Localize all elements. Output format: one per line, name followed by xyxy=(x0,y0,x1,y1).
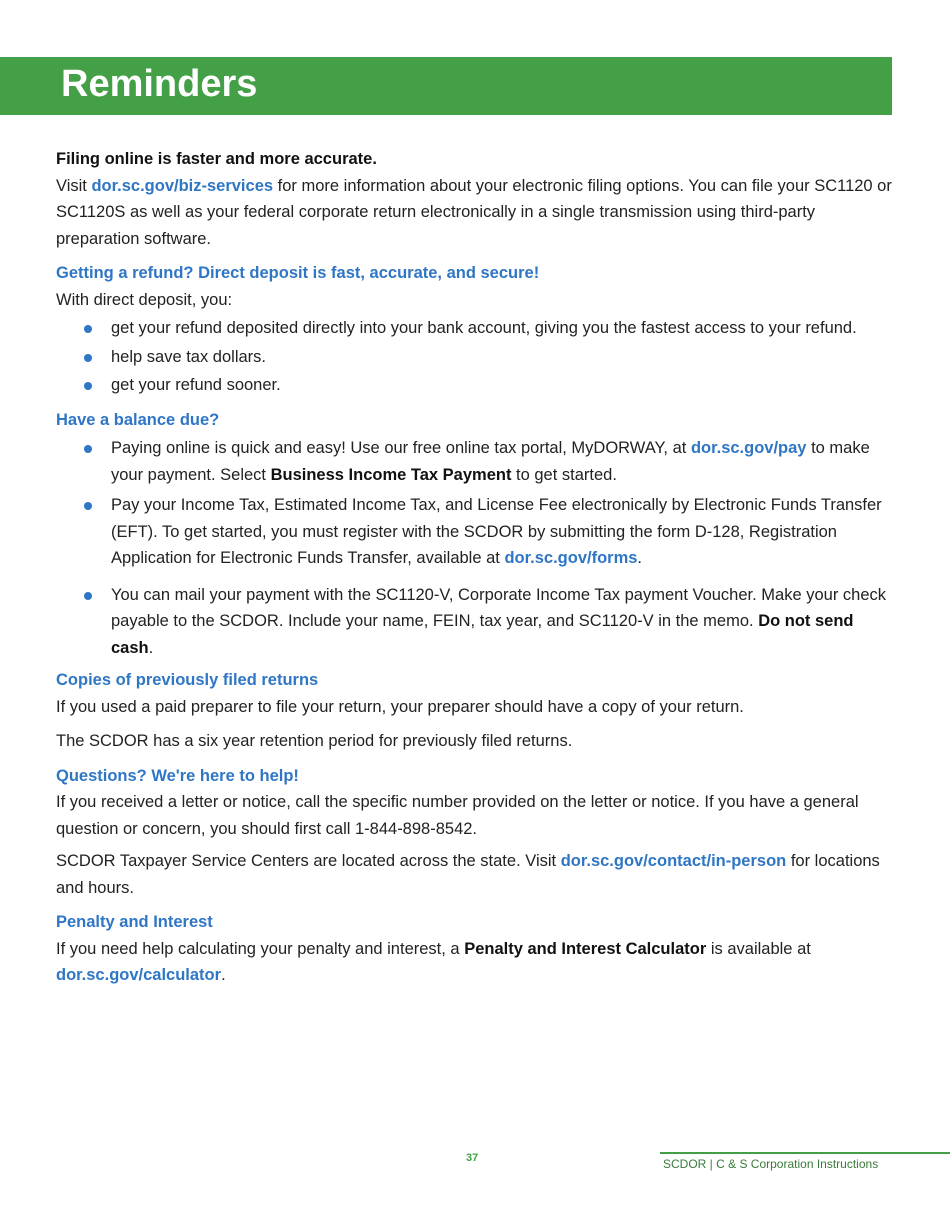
copies-paragraph-2: The SCDOR has a six year retention period for previously filed returns. xyxy=(56,732,573,750)
section-balance-due xyxy=(56,407,896,662)
section-penalty xyxy=(56,909,896,989)
forms-link[interactable]: dor.sc.gov/forms xyxy=(504,549,638,567)
copies-heading: Copies of previously filed returns xyxy=(56,671,319,689)
penalty-text-pre: If you need help calculating your penalty and interest, a xyxy=(56,939,465,958)
list-item-text: Pay your Income Tax, Estimated Income Tax, and License Fee electronically by Electronic Funds Transfer (EFT). To get started, you must register with the SCDOR by submitting the form D-128, Registration Application for Electronic Funds Transfer, available at xyxy=(111,496,882,567)
bullet-icon xyxy=(84,325,92,333)
list-item-text: . xyxy=(637,549,643,567)
penalty-heading: Penalty and Interest xyxy=(56,913,213,931)
copies-paragraph-1: If you used a paid preparer to file your return, your preparer should have a copy of your return. xyxy=(56,697,744,716)
list-item xyxy=(56,315,896,342)
balance-list xyxy=(56,435,896,661)
calculator-link[interactable]: dor.sc.gov/calculator xyxy=(56,966,222,984)
refund-list xyxy=(56,315,896,399)
online-text-post: for more information about your electronic filing options. You can file your SC1120 or SC1120S as well as your federal corporate return electronically in a single transmission using third-party preparation software. xyxy=(56,176,892,248)
section-refund xyxy=(56,260,896,399)
questions-heading: Questions? We're here to help! xyxy=(56,766,299,785)
page-number: 37 xyxy=(466,1152,479,1164)
list-item xyxy=(56,372,896,399)
list-item-text: get your refund sooner. xyxy=(111,376,281,394)
footer-divider xyxy=(660,1152,950,1154)
section-copies xyxy=(56,667,896,755)
bullet-icon xyxy=(84,445,92,453)
list-item-text: get your refund deposited directly into your bank account, giving you the fastest access to your refund. xyxy=(111,319,857,337)
list-item xyxy=(56,492,896,572)
questions-paragraph-2 xyxy=(56,848,896,901)
list-item-text: Paying online is quick and easy! Use our free online tax portal, MyDORWAY, at xyxy=(111,439,691,457)
list-item-text: . xyxy=(148,638,154,657)
business-payment-bold: Business Income Tax Payment xyxy=(270,465,512,484)
main-content xyxy=(56,146,896,995)
list-item-text: You can mail your payment with the SC1120-V, Corporate Income Tax payment Voucher. Make your check payable to the SCDOR. Include your name, FEIN, tax year, and SC1120-V in the memo. xyxy=(111,585,887,630)
bullet-icon xyxy=(84,382,92,390)
bullet-icon xyxy=(84,354,92,362)
list-item-text: help save tax dollars. xyxy=(111,347,267,366)
footer-doc-title: SCDOR | C & S Corporation Instructions xyxy=(663,1157,879,1171)
penalty-text-mid: is available at xyxy=(706,939,811,958)
penalty-text-post: . xyxy=(221,966,226,984)
pay-link[interactable]: dor.sc.gov/pay xyxy=(690,439,807,457)
biz-services-link[interactable]: dor.sc.gov/biz-services xyxy=(91,176,274,195)
do-not-send-cash-bold: Do not send cash xyxy=(111,612,854,657)
bullet-icon xyxy=(84,502,92,510)
penalty-paragraph xyxy=(56,936,896,989)
list-item-text: to get started. xyxy=(511,465,617,484)
online-heading: Filing online is faster and more accurate. xyxy=(56,150,377,168)
page-title: Reminders xyxy=(61,63,258,105)
questions-text-post: for locations and hours. xyxy=(56,852,880,897)
refund-heading: Getting a refund? Direct deposit is fast, accurate, and secure! xyxy=(56,264,540,282)
calculator-bold: Penalty and Interest Calculator xyxy=(464,939,707,958)
online-text-pre: Visit xyxy=(56,176,92,195)
balance-heading: Have a balance due? xyxy=(56,410,220,429)
questions-text-pre: SCDOR Taxpayer Service Centers are located across the state. Visit xyxy=(56,852,561,870)
questions-paragraph-1: If you received a letter or notice, call the specific number provided on the letter or notice. If you have a general question or concern, you should first call 1-844-898-8542. xyxy=(56,793,859,838)
refund-intro: With direct deposit, you: xyxy=(56,290,233,309)
title-banner xyxy=(0,57,892,115)
list-item xyxy=(56,435,896,488)
list-item xyxy=(56,582,896,662)
section-online-filing xyxy=(56,146,896,252)
online-paragraph xyxy=(56,173,896,253)
list-item xyxy=(56,344,896,371)
bullet-icon xyxy=(84,592,92,600)
section-questions xyxy=(56,763,896,902)
contact-in-person-link[interactable]: dor.sc.gov/contact/in-person xyxy=(560,852,787,870)
list-item-text: to make your payment. Select xyxy=(111,439,870,484)
